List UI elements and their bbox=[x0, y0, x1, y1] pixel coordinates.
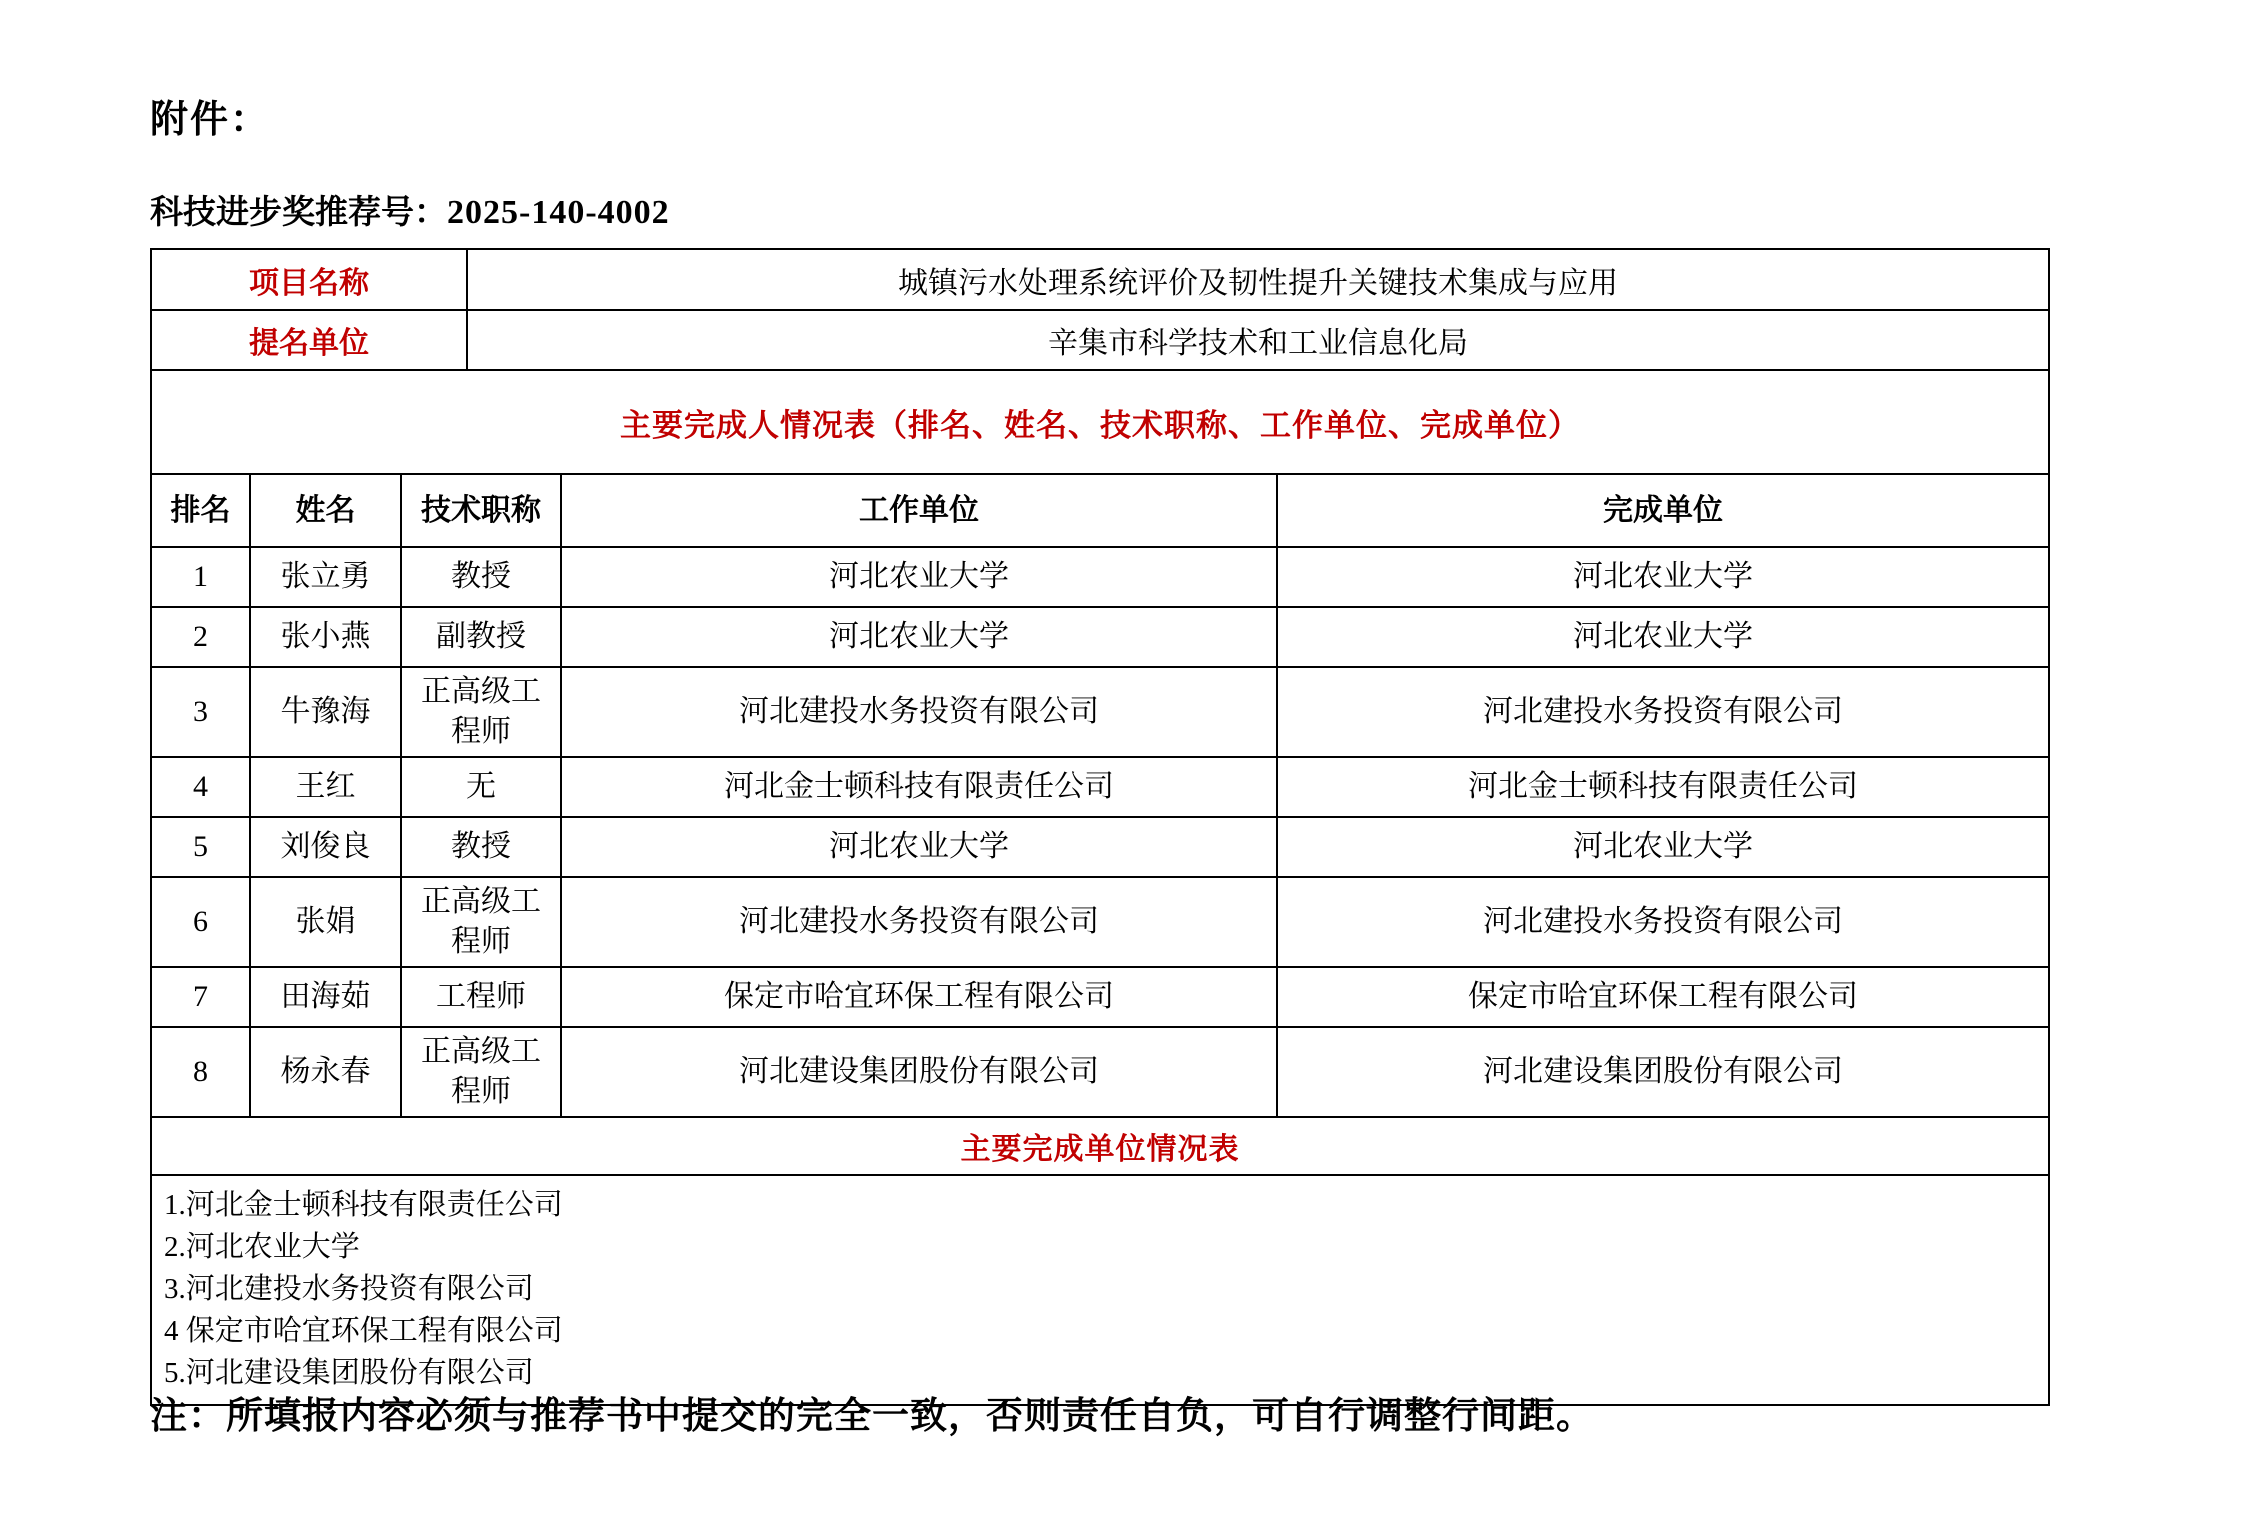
table-row bbox=[152, 877, 2048, 967]
cell-title: 副教授 bbox=[401, 607, 561, 667]
list-item: 2.河北农业大学 bbox=[164, 1231, 360, 1263]
award-table bbox=[150, 248, 2050, 1406]
cell-work-unit: 河北建设集团股份有限公司 bbox=[561, 1027, 1277, 1117]
cell-work-unit: 河北金士顿科技有限责任公司 bbox=[561, 757, 1277, 817]
project-name-value: 城镇污水处理系统评价及韧性提升关键技术集成与应用 bbox=[467, 250, 2048, 310]
cell-name: 王红 bbox=[250, 757, 401, 817]
header-work-unit: 工作单位 bbox=[561, 475, 1277, 547]
unit-list bbox=[152, 1176, 2048, 1404]
cell-rank: 7 bbox=[152, 967, 250, 1027]
header-name: 姓名 bbox=[250, 475, 401, 547]
cell-work-unit: 河北建投水务投资有限公司 bbox=[561, 667, 1277, 757]
header-title: 技术职称 bbox=[401, 475, 561, 547]
cell-name: 张娟 bbox=[250, 877, 401, 967]
person-table bbox=[152, 475, 2048, 1118]
cell-title: 正高级工程师 bbox=[401, 667, 561, 757]
project-name-label: 项目名称 bbox=[152, 250, 467, 310]
table-row bbox=[152, 757, 2048, 817]
cell-work-unit: 河北建投水务投资有限公司 bbox=[561, 877, 1277, 967]
recommendation-number: 2025-140-4002 bbox=[447, 194, 670, 231]
header-rank: 排名 bbox=[152, 475, 250, 547]
cell-title: 正高级工程师 bbox=[401, 877, 561, 967]
cell-name: 张立勇 bbox=[250, 547, 401, 607]
cell-work-unit: 保定市哈宜环保工程有限公司 bbox=[561, 967, 1277, 1027]
person-table-title: 主要完成人情况表（排名、姓名、技术职称、工作单位、完成单位） bbox=[152, 371, 2048, 475]
table-row bbox=[152, 967, 2048, 1027]
cell-completion-unit: 河北金士顿科技有限责任公司 bbox=[1277, 757, 2048, 817]
cell-completion-unit: 河北建设集团股份有限公司 bbox=[1277, 1027, 2048, 1117]
cell-name: 张小燕 bbox=[250, 607, 401, 667]
unit-table-title: 主要完成单位情况表 bbox=[152, 1118, 2048, 1176]
table-row bbox=[152, 547, 2048, 607]
cell-title: 教授 bbox=[401, 817, 561, 877]
list-item: 4 保定市哈宜环保工程有限公司 bbox=[164, 1315, 563, 1347]
cell-name: 牛豫海 bbox=[250, 667, 401, 757]
cell-completion-unit: 河北建投水务投资有限公司 bbox=[1277, 877, 2048, 967]
attachment-label: 附件： bbox=[150, 99, 271, 141]
recommendation-line bbox=[150, 186, 670, 233]
header-completion-unit: 完成单位 bbox=[1277, 475, 2048, 547]
table-row bbox=[152, 1027, 2048, 1117]
cell-name: 田海茹 bbox=[250, 967, 401, 1027]
cell-work-unit: 河北农业大学 bbox=[561, 607, 1277, 667]
cell-rank: 1 bbox=[152, 547, 250, 607]
cell-work-unit: 河北农业大学 bbox=[561, 817, 1277, 877]
cell-completion-unit: 河北农业大学 bbox=[1277, 817, 2048, 877]
list-item: 5.河北建设集团股份有限公司 bbox=[164, 1357, 534, 1389]
table-row-project-name bbox=[152, 250, 2048, 310]
cell-name: 刘俊良 bbox=[250, 817, 401, 877]
cell-name: 杨永春 bbox=[250, 1027, 401, 1117]
list-item: 1.河北金士顿科技有限责任公司 bbox=[164, 1189, 563, 1221]
list-item: 3.河北建投水务投资有限公司 bbox=[164, 1273, 534, 1305]
cell-title: 无 bbox=[401, 757, 561, 817]
cell-completion-unit: 河北农业大学 bbox=[1277, 547, 2048, 607]
cell-completion-unit: 河北建投水务投资有限公司 bbox=[1277, 667, 2048, 757]
cell-rank: 8 bbox=[152, 1027, 250, 1117]
cell-rank: 5 bbox=[152, 817, 250, 877]
nominating-unit-value: 辛集市科学技术和工业信息化局 bbox=[467, 310, 2048, 370]
cell-title: 工程师 bbox=[401, 967, 561, 1027]
cell-title: 正高级工程师 bbox=[401, 1027, 561, 1117]
cell-rank: 6 bbox=[152, 877, 250, 967]
table-row bbox=[152, 607, 2048, 667]
footer-note: 注：所填报内容必须与推荐书中提交的完全一致，否则责任自负，可自行调整行间距。 bbox=[150, 1396, 1594, 1437]
table-row-nominating-unit bbox=[152, 310, 2048, 370]
cell-work-unit: 河北农业大学 bbox=[561, 547, 1277, 607]
cell-title: 教授 bbox=[401, 547, 561, 607]
cell-completion-unit: 河北农业大学 bbox=[1277, 607, 2048, 667]
cell-rank: 2 bbox=[152, 607, 250, 667]
table-row bbox=[152, 667, 2048, 757]
cell-rank: 3 bbox=[152, 667, 250, 757]
person-table-header-row bbox=[152, 475, 2048, 547]
cell-rank: 4 bbox=[152, 757, 250, 817]
recommendation-label: 科技进步奖推荐号： bbox=[150, 195, 447, 231]
nominating-unit-label: 提名单位 bbox=[152, 310, 467, 370]
cell-completion-unit: 保定市哈宜环保工程有限公司 bbox=[1277, 967, 2048, 1027]
project-info-table bbox=[152, 250, 2048, 371]
table-row bbox=[152, 817, 2048, 877]
